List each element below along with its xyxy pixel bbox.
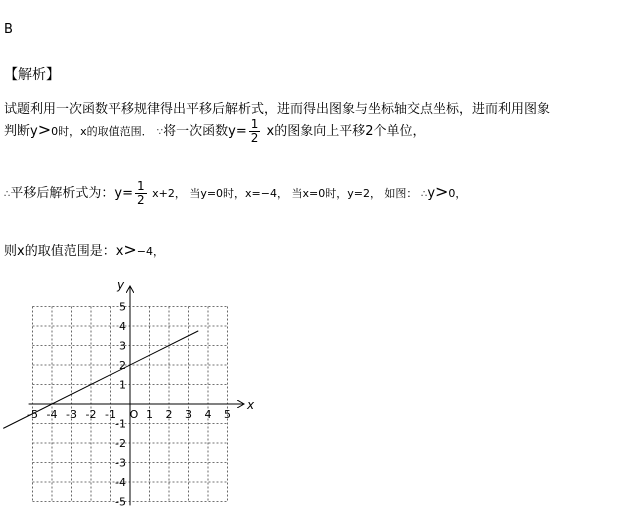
analysis-line-4: 则x的取值范围是：x>−4， (4, 240, 165, 259)
x-tick-label: 5 (224, 408, 231, 421)
fraction-one-half: $\frac{1}{2}$ (136, 179, 145, 207)
section-title: 【解析】 (4, 67, 60, 83)
y-tick-label: -5 (115, 495, 126, 509)
x-tick-label: -1 (105, 408, 116, 421)
origin-label: O (129, 408, 139, 421)
analysis-line-2: 判断y>0时，x的取值范围． ∵将一次函数y= $\frac{1}{2}$ x的图象向上平移2个单位， (4, 117, 426, 145)
x-tick-label: -4 (46, 408, 58, 421)
x-tick-label: -5 (27, 408, 38, 421)
y-tick-label: -2 (115, 437, 126, 450)
analysis-line-1: 试题利用一次函数平移规律得出平移后解析式，进而得出图象与坐标轴交点坐标，进而利用图象 (4, 102, 551, 117)
y-tick-label: -4 (115, 476, 126, 489)
y-axis-label: y (117, 278, 125, 293)
x-tick-label: 4 (204, 408, 212, 421)
analysis-line-3: ∴平移后解析式为：y= $\frac{1}{2}$ x+2， 当y=0时，x=−4， 当x=0时，y=2， 如图： ∴y>0， (4, 179, 467, 207)
y-tick-label: 3 (119, 339, 126, 353)
y-tick-label: 5 (119, 300, 126, 314)
answer-label: B (4, 22, 13, 37)
x-tick-label: -3 (66, 408, 77, 421)
because-symbol: ∵ (156, 127, 164, 138)
y-tick-label: -3 (115, 456, 126, 470)
y-tick-label: 4 (119, 320, 126, 333)
x-tick-label: 3 (185, 408, 192, 421)
y-tick-label: -1 (115, 417, 126, 431)
x-tick-label: -2 (85, 408, 97, 421)
therefore-symbol: ∴ (4, 189, 11, 200)
x-tick-label: 1 (146, 408, 153, 421)
y-tick-label: 1 (119, 378, 126, 392)
x-axis-label: x (247, 398, 255, 412)
x-tick-label: 2 (165, 408, 173, 421)
coordinate-graph (0, 270, 260, 520)
y-tick-label: 2 (119, 359, 126, 372)
fraction-one-half: $\frac{1}{2}$ (250, 117, 259, 145)
axes (29, 278, 255, 505)
